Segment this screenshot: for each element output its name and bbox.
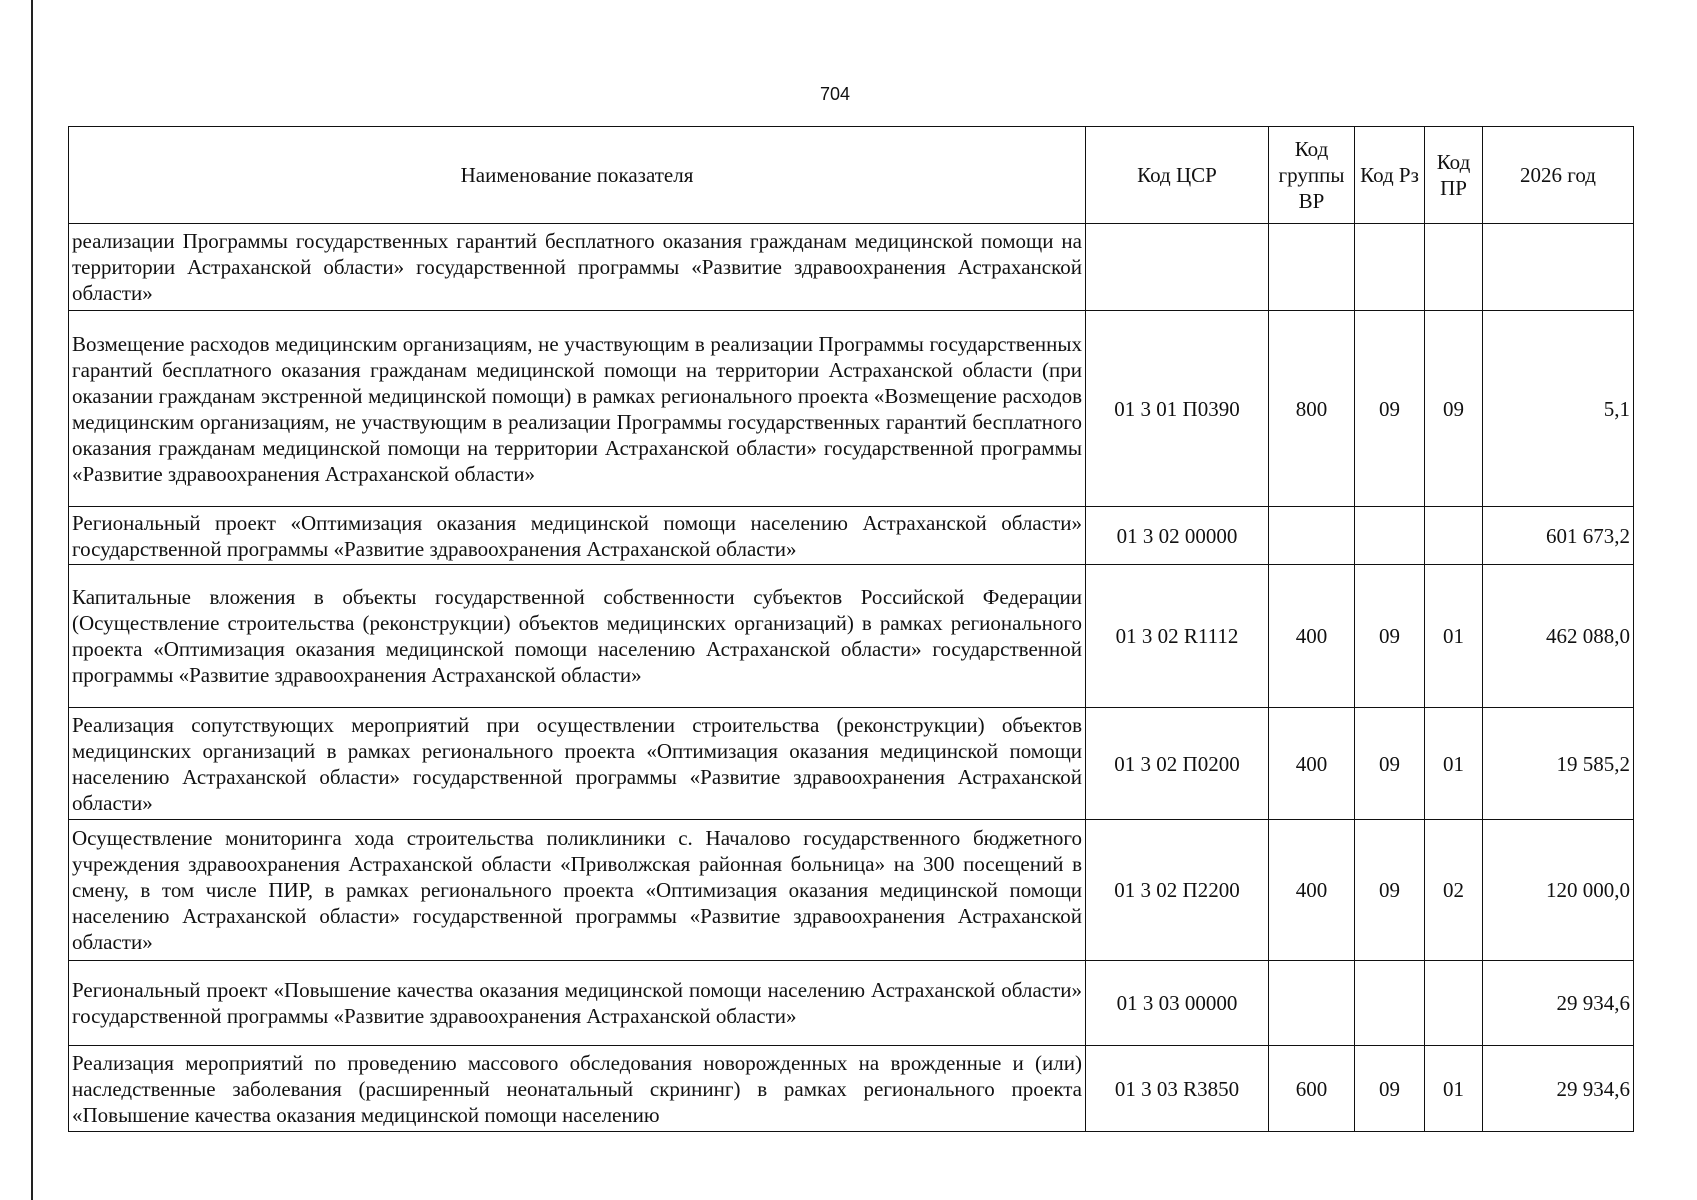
header-pr-code: Код ПР	[1425, 127, 1483, 224]
row-rz-code: 09	[1355, 1046, 1425, 1132]
row-name: Реализация мероприятий по проведению массового обследования новорожденных на врожденные и (или) наследственные заболевания (расширенный неонатальный скрининг) в рамках регионального проекта «Повышение качества оказания медицинской помощи населению	[69, 1046, 1086, 1132]
table-row	[69, 961, 1634, 1046]
row-pr-code: 09	[1425, 311, 1483, 507]
row-rz-code: 09	[1355, 311, 1425, 507]
table-body	[69, 224, 1634, 1132]
row-vr-code	[1269, 961, 1355, 1046]
table-row	[69, 507, 1634, 565]
table-row	[69, 224, 1634, 311]
header-name: Наименование показателя	[69, 127, 1086, 224]
row-name: Региональный проект «Повышение качества оказания медицинской помощи населению Астраханской области» государственной программы «Развитие здравоохранения Астраханской области»	[69, 961, 1086, 1046]
row-csr-code: 01 3 02 П2200	[1086, 820, 1269, 961]
row-amount: 5,1	[1483, 311, 1634, 507]
table-header	[69, 127, 1634, 224]
row-name: Региональный проект «Оптимизация оказания медицинской помощи населению Астраханской области» государственной программы «Развитие здравоохранения Астраханской области»	[69, 507, 1086, 565]
row-amount: 462 088,0	[1483, 565, 1634, 708]
row-vr-code: 400	[1269, 708, 1355, 820]
row-csr-code: 01 3 02 П0200	[1086, 708, 1269, 820]
header-row	[69, 127, 1634, 224]
row-csr-code: 01 3 03 00000	[1086, 961, 1269, 1046]
row-vr-code	[1269, 507, 1355, 565]
row-rz-code	[1355, 961, 1425, 1046]
table-row	[69, 708, 1634, 820]
row-csr-code: 01 3 01 П0390	[1086, 311, 1269, 507]
row-vr-code: 400	[1269, 820, 1355, 961]
row-name: Осуществление мониторинга хода строительства поликлиники с. Началово государственного бюджетного учреждения здравоохранения Астраханской области «Приволжская районная больница» на 300 посещений в смену, в том числе ПИР, в рамках регионального проекта «Оптимизация оказания медицинской помощи населению Астраханской области» государственной программы «Развитие здравоохранения Астраханской области»	[69, 820, 1086, 961]
row-csr-code: 01 3 03 R3850	[1086, 1046, 1269, 1132]
table-row	[69, 1046, 1634, 1132]
row-pr-code	[1425, 961, 1483, 1046]
row-pr-code	[1425, 224, 1483, 311]
header-rz-code: Код Рз	[1355, 127, 1425, 224]
row-vr-code: 600	[1269, 1046, 1355, 1132]
row-amount: 19 585,2	[1483, 708, 1634, 820]
row-pr-code: 01	[1425, 1046, 1483, 1132]
row-name: Возмещение расходов медицинским организациям, не участвующим в реализации Программы государственных гарантий бесплатного оказания гражданам медицинской помощи на территории Астраханской области (при оказании гражданам экстренной медицинской помощи) в рамках регионального проекта «Возмещение расходов медицинским организациям, не участвующим в реализации Программы государственных гарантий бесплатного оказания гражданам медицинской помощи на территории Астраханской области» государственной программы «Развитие здравоохранения Астраханской области»	[69, 311, 1086, 507]
row-name: Реализация сопутствующих мероприятий при осуществлении строительства (реконструкции) объектов медицинских организаций в рамках регионального проекта «Оптимизация оказания медицинской помощи населению Астраханской области» государственной программы «Развитие здравоохранения Астраханской области»	[69, 708, 1086, 820]
row-amount: 29 934,6	[1483, 1046, 1634, 1132]
row-csr-code	[1086, 224, 1269, 311]
page-margin-line	[31, 0, 33, 1200]
row-amount: 120 000,0	[1483, 820, 1634, 961]
row-vr-code: 800	[1269, 311, 1355, 507]
row-name: Капитальные вложения в объекты государственной собственности субъектов Российской Федерации (Осуществление строительства (реконструкции) объектов медицинских организаций) в рамках регионального проекта «Оптимизация оказания медицинской помощи населению Астраханской области» государственной программы «Развитие здравоохранения Астраханской области»	[69, 565, 1086, 708]
row-vr-code: 400	[1269, 565, 1355, 708]
header-csr-code: Код ЦСР	[1086, 127, 1269, 224]
row-rz-code: 09	[1355, 565, 1425, 708]
header-vr-code: Код группы ВР	[1269, 127, 1355, 224]
row-rz-code	[1355, 507, 1425, 565]
row-pr-code: 01	[1425, 565, 1483, 708]
row-rz-code: 09	[1355, 820, 1425, 961]
page-number: 704	[820, 84, 851, 104]
table-row	[69, 820, 1634, 961]
row-rz-code: 09	[1355, 708, 1425, 820]
row-pr-code	[1425, 507, 1483, 565]
row-rz-code	[1355, 224, 1425, 311]
row-csr-code: 01 3 02 00000	[1086, 507, 1269, 565]
row-vr-code	[1269, 224, 1355, 311]
row-csr-code: 01 3 02 R1112	[1086, 565, 1269, 708]
row-pr-code: 01	[1425, 708, 1483, 820]
row-name: реализации Программы государственных гарантий бесплатного оказания гражданам медицинской помощи на территории Астраханской области» государственной программы «Развитие здравоохранения Астраханской области»	[69, 224, 1086, 311]
row-amount: 601 673,2	[1483, 507, 1634, 565]
table-row	[69, 565, 1634, 708]
row-amount	[1483, 224, 1634, 311]
row-pr-code: 02	[1425, 820, 1483, 961]
budget-table	[68, 126, 1634, 1132]
header-year: 2026 год	[1483, 127, 1634, 224]
table-row	[69, 311, 1634, 507]
row-amount: 29 934,6	[1483, 961, 1634, 1046]
